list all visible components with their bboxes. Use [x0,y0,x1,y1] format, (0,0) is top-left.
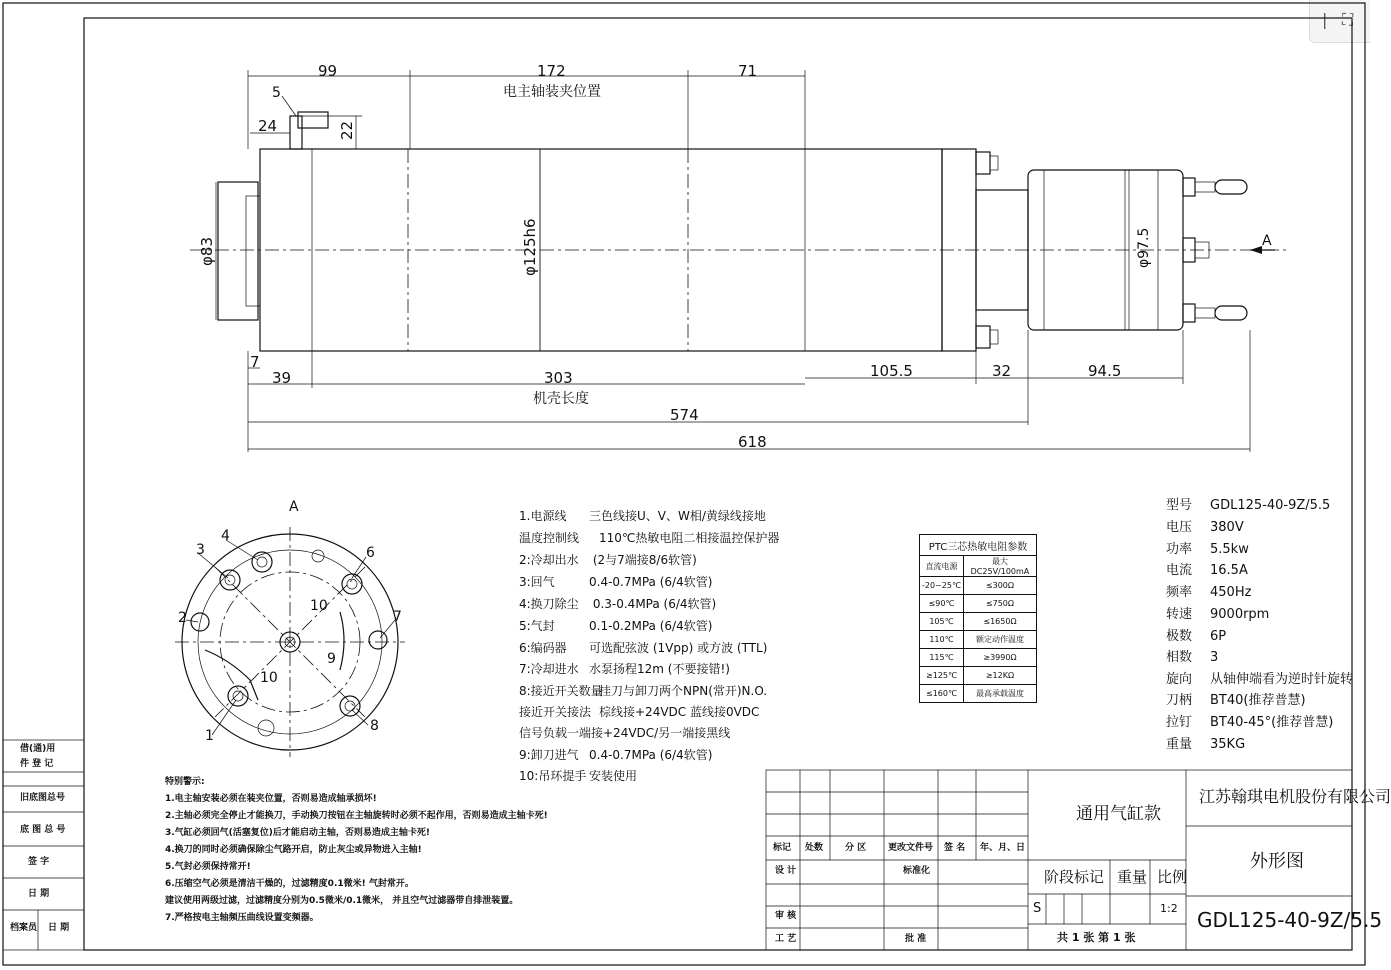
warning-line: 3.气缸必须回气(活塞复位)后才能启动主轴，否则易造成主轴卡死! [165,828,431,838]
dim-5: 5 [272,85,281,101]
view-arrow-a: A [1262,233,1272,249]
spec-row: 旋向 从轴伸端看为逆时针旋转 [1166,672,1354,687]
air-seal-fitting [290,116,302,149]
end-label-2: 2 [178,610,187,626]
note-row: 6:编码器 可选配弦波 (1Vpp) 或方波 (TTL) [519,641,768,655]
note-row: 1.电源线 三色线接U、V、W相/黄绿线接地 [519,509,766,523]
note-row: 5:气封 0.1-0.2MPa (6/4软管) [519,619,713,633]
ptc-cell: 110℃ [920,631,964,649]
tb-drawing-number: GDL125-40-9Z/5.5 [1197,908,1383,932]
dim-172: 172 [537,62,566,80]
end-label-10b: 10 [260,670,278,686]
tb-design-label: 设 计 [775,866,797,876]
tb-col-label: 分 区 [845,843,867,853]
dim-105: 105.5 [870,362,913,380]
ptc-cell: 最大DC25V/100mA [963,556,1036,577]
dim-24: 24 [258,117,278,135]
spec-row: 电压 380V [1166,520,1244,535]
ptc-cell: ≤1650Ω [963,613,1036,631]
spec-row: 拉钉 BT40-45°(推荐普慧) [1166,715,1334,730]
spec-row: 电流 16.5A [1166,563,1248,578]
tb-scale-label: 比例 [1157,868,1188,886]
ptc-cell: 最高承载温度 [963,685,1036,703]
fitting [976,326,990,348]
spec-row: 频率 450Hz [1166,585,1252,600]
note-row: 10:吊环提手 安装使用 [519,769,638,783]
sidebar-label: 日 期 [48,923,70,933]
tb-approve-label: 批 准 [905,934,927,944]
fitting [976,152,990,174]
tb-sheet-count: 共 1 张 第 1 张 [1057,931,1136,944]
sidebar-label: 借(通)用 [20,744,56,754]
end-view-a [175,499,405,757]
tb-review-label: 审 核 [775,911,797,921]
end-label-4: 4 [221,528,230,544]
tb-scale-value: 1:2 [1160,902,1178,915]
note-row: 接近开关接法 棕线接+24VDC 蓝线接0VDC [519,705,760,719]
note-row: 7:冷却进水 水泵扬程12m (不要接错!) [519,662,730,676]
warning-line: 2.主轴必须完全停止才能换刀，手动换刀按钮在主轴旋转时必须不起作用，否则易造成主轴卡死! [165,811,548,821]
dimension-text [198,62,1272,451]
dim-125: φ125h6 [521,218,539,276]
ptc-cell: ≥12KΩ [963,667,1036,685]
spec-row: 转速 9000rpm [1166,607,1270,622]
ptc-cell: ≤160℃ [920,685,964,703]
ptc-cell: 115℃ [920,649,964,667]
dim-32: 32 [992,362,1012,380]
dim-83: φ83 [198,237,216,266]
tb-company: 江苏翰琪电机股份有限公司 [1199,787,1391,806]
note-row: 2:冷却出水 (2与7端接8/6软管) [519,553,697,567]
spec-row: 型号 GDL125-40-9Z/5.5 [1166,498,1331,513]
tb-col-label: 签 名 [944,843,966,853]
warning-line: 7.严格按电主轴频压曲线设置变频器。 [165,913,319,923]
dim-97: φ97.5 [1136,227,1152,268]
warning-line: 4.换刀的同时必须确保除尘气路开启，防止灰尘或异物进入主轴! [165,845,422,855]
end-label-6: 6 [366,545,375,561]
sidebar-label: 日 期 [28,889,50,899]
sidebar-label: 旧底图总号 [20,793,66,803]
spec-row: 刀柄 BT40(推荐普慧) [1166,693,1306,708]
ptc-title: PTC三芯热敏电阻参数 [920,535,1037,556]
ptc-table [919,534,1037,703]
ptc-cell: 直流电源 [920,556,964,577]
spec-row: 重量 35KG [1166,737,1246,752]
warning-line: 6.压缩空气必须是清洁干燥的，过滤精度0.1微米! 气封常开。 [165,879,414,889]
ptc-cell: 额定动作温度 [963,631,1036,649]
end-label-7: 7 [393,609,402,625]
tb-stage-value: S [1033,901,1042,916]
note-row: 信号负载一端接+24VDC/另一端接黑线 [519,726,731,740]
tb-col-label: 更改文件号 [888,843,934,853]
note-row: 温度控制线 110℃热敏电阻二相接温控保护器 [519,531,780,545]
left-sidebar-table [3,740,84,950]
note-row: 3:回气 0.4-0.7MPa (6/4软管) [519,575,713,589]
sidebar-label: 件 登 记 [20,759,54,769]
end-label-1: 1 [205,728,214,744]
note-row: 9:卸刀进气 0.4-0.7MPa (6/4软管) [519,748,713,762]
end-label-10a: 10 [310,598,328,614]
divider-icon: | [1322,10,1328,29]
tb-drawing-name: 外形图 [1250,851,1304,872]
tb-col-label: 标记 [773,843,792,853]
end-label-3: 3 [196,542,205,558]
ptc-cell: ≥3990Ω [963,649,1036,667]
dim-39: 39 [272,369,292,387]
spindle-nose [218,182,258,320]
end-label-8: 8 [370,718,379,734]
end-label-9: 9 [327,651,336,667]
tb-weight-label: 重量 [1117,868,1148,886]
dimension-lines [216,70,1250,452]
sidebar-label: 档案员 [10,923,38,933]
ptc-cell: ≤90℃ [920,595,964,613]
dim-618: 618 [738,433,767,451]
dim-574: 574 [670,406,699,424]
warning-line: 1.电主轴安装必须在装夹位置，否则易造成轴承损坏! [165,794,377,804]
tb-product-name: 通用气缸款 [1076,804,1161,824]
warning-line: 建议使用两级过滤，过滤精度分别为0.5微米/0.1微米， 并且空气过滤器带自排泄装置。 [165,896,519,906]
housing-label: 机壳长度 [533,391,589,407]
ptc-cell: -20~25℃ [920,577,964,595]
dim-71: 71 [738,62,758,80]
fullscreen-icon[interactable]: ⛶ [1342,10,1354,29]
sidebar-label: 底 图 总 号 [20,825,66,835]
spec-row: 功率 5.5kw [1166,542,1249,557]
dim-7: 7 [250,353,260,371]
note-row: 4:换刀除尘 0.3-0.4MPa (6/4软管) [519,597,717,611]
ptc-cell: ≤750Ω [963,595,1036,613]
tb-stage-label: 阶段标记 [1044,868,1105,886]
dim-22: 22 [338,120,356,140]
spec-row: 极数 6P [1166,629,1227,644]
tb-col-label: 年、月、日 [980,843,1026,853]
dim-303: 303 [544,369,573,387]
ptc-cell: 105℃ [920,613,964,631]
note-row: 8:接近开关数量挂刀与卸刀两个NPN(常开)N.O. [519,684,768,698]
ptc-cell: ≤300Ω [963,577,1036,595]
spec-row: 相数 3 [1166,650,1219,665]
dim-99: 99 [318,62,338,80]
sidebar-label: 签 字 [28,857,50,867]
tb-standard-label: 标准化 [903,866,931,876]
ptc-cell: ≥125℃ [920,667,964,685]
end-view-title: A [289,499,299,515]
tb-process-label: 工 艺 [775,934,797,944]
warning-line: 5.气封必须保持常开! [165,862,251,872]
warning-line: 特别警示: [165,777,205,787]
clamp-label: 电主轴装夹位置 [503,84,601,100]
tb-col-label: 处数 [805,843,824,853]
dim-94: 94.5 [1088,362,1122,380]
